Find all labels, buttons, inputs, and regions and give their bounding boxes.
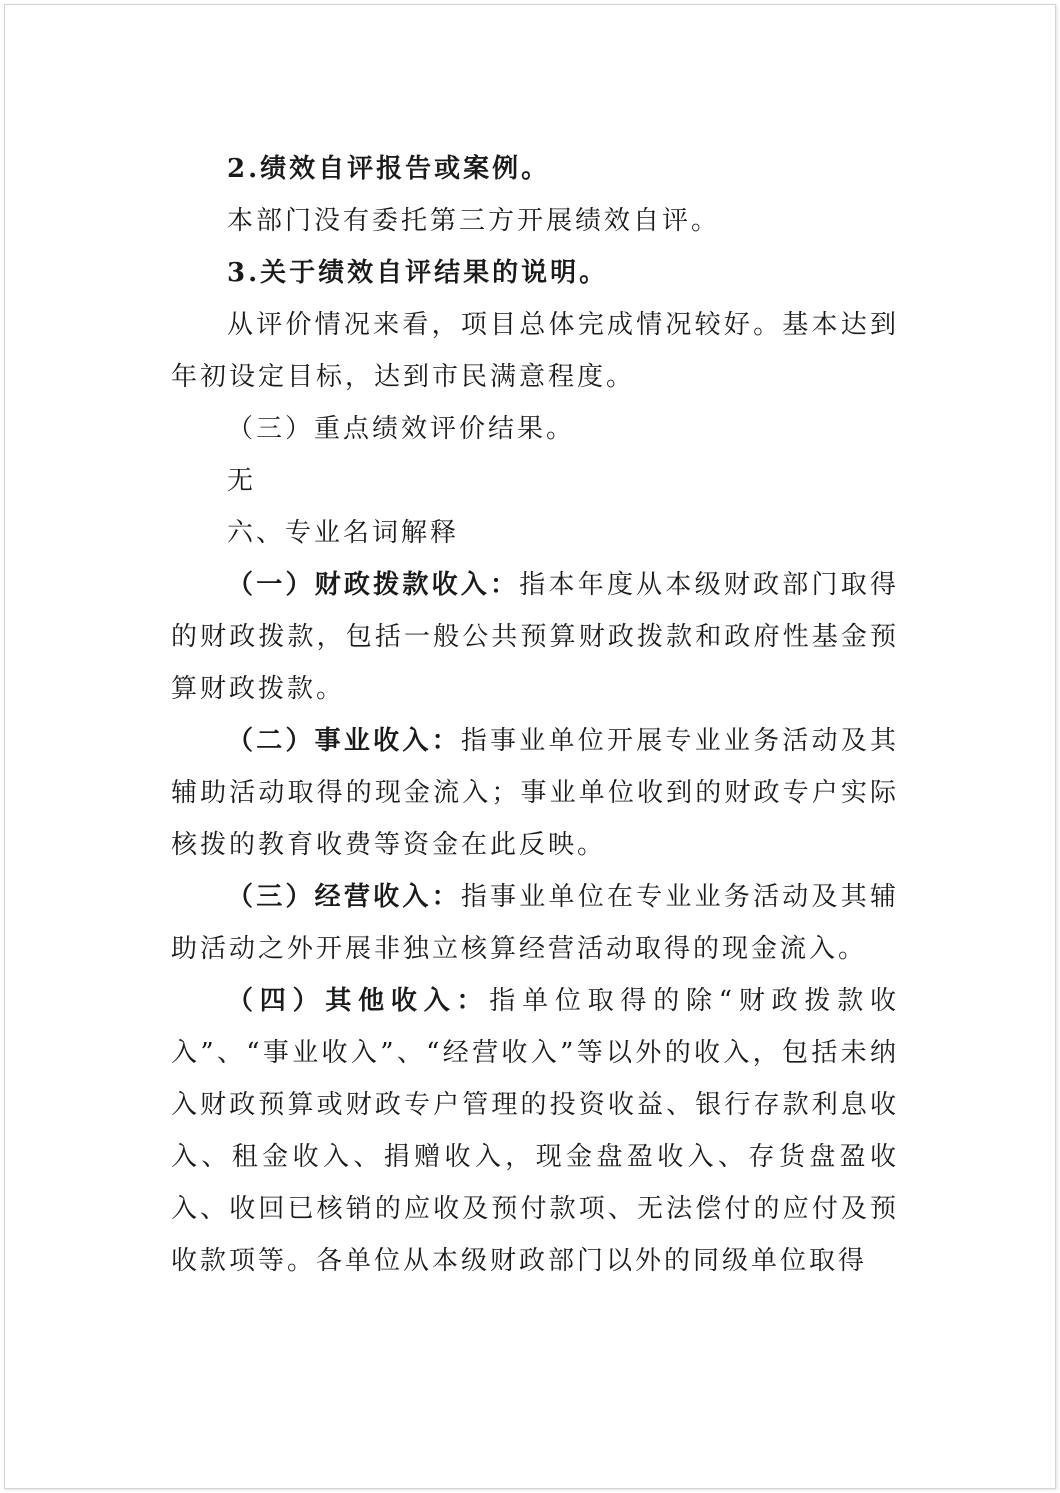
term-label: （一）财政拨款收入： xyxy=(227,570,520,600)
term-paragraph-other-income xyxy=(171,975,899,1287)
heading-terms: 六、专业名词解释 xyxy=(227,518,460,548)
term-description: 指本年度从本级财政部门取得的财政拨款，包括一般公共预算财政拨款和政府性基金预算财政拨款。 xyxy=(171,570,899,704)
paragraph-key-evaluation: 无 xyxy=(227,466,257,496)
heading-key-evaluation: （三）重点绩效评价结果。 xyxy=(227,414,576,444)
heading-result-note: 3.关于绩效自评结果的说明。 xyxy=(227,258,609,288)
paragraph-result-note: 从评价情况来看，项目总体完成情况较好。基本达到年初设定目标，达到市民满意程度。 xyxy=(171,310,899,392)
paragraph-performance-report: 本部门没有委托第三方开展绩效自评。 xyxy=(227,206,721,236)
term-label: （三）经营收入： xyxy=(227,882,461,912)
term-paragraph-fiscal-appropriation xyxy=(171,559,899,715)
heading-performance-report: 2.绩效自评报告或案例。 xyxy=(227,154,551,184)
document-page xyxy=(4,4,1056,1489)
term-description: 指事业单位在专业业务活动及其辅助活动之外开展非独立核算经营活动取得的现金流入。 xyxy=(171,882,899,964)
term-paragraph-business-income xyxy=(171,715,899,871)
document-body xyxy=(171,143,899,1287)
term-description: 指单位取得的除“财政拨款收入”、“事业收入”、“经营收入”等以外的收入，包括未纳入财政预算或财政专户管理的投资收益、银行存款利息收入、租金收入、捐赠收入，现金盘盈收入、存货盘盈收入、收回已核销的应收及预付款项、无法偿付的应付及预收款项等。各单位从本级财政部门以外的同级单位取得 xyxy=(171,986,899,1276)
term-description: 指事业单位开展专业业务活动及其辅助活动取得的现金流入；事业单位收到的财政专户实际核拨的教育收费等资金在此反映。 xyxy=(171,726,899,860)
term-label: （二）事业收入： xyxy=(227,726,461,756)
term-label: （四）其他收入： xyxy=(227,986,490,1016)
term-paragraph-operating-income xyxy=(171,871,899,975)
